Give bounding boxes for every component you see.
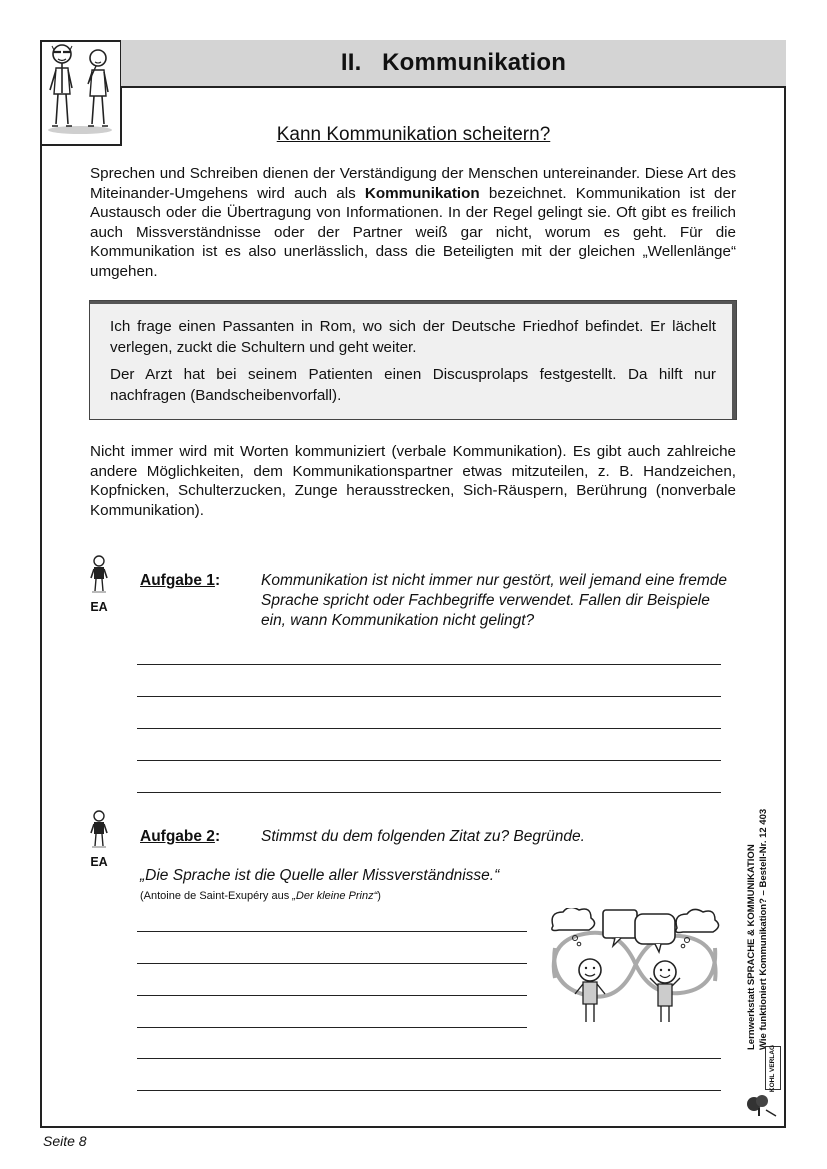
source-title: „Der kleine Prinz“	[292, 890, 378, 902]
answer-line[interactable]	[137, 696, 721, 697]
source-suffix: )	[377, 890, 381, 902]
task1-heading	[140, 572, 220, 590]
answer-line[interactable]	[137, 931, 527, 932]
sidebar-line1: Lernwerkstatt SPRACHE & KOMMUNIKATION	[746, 844, 757, 1050]
task1-colon: :	[214, 572, 221, 589]
nonverbal-paragraph: Nicht immer wird mit Worten kommuniziert (verbale Kommunikation). Es gibt auch zahlreiche andere Möglichkeiten, dem Kommunikationspartner etwas mitzuteilen, z. B. Handzeichen, Kopfnicken, Schulterzucken, Zunge herausstrecken, Sich-Räuspern, Berührung (nonverbale Kommunikation).	[90, 443, 736, 519]
intro-keyword: Kommunikation	[364, 184, 480, 202]
two-people-illustration	[40, 40, 120, 144]
intro-text-end: bezeichnet. Kommunikation ist der Austausch oder die Übertragung von Informationen. In der Regel gelingt sie. Oft gibt es freilich auch Missverständnisse oder der Partner weiß gar nicht, worum es geht. Für die Kommunikation ist es also unerlässlich, dass die Beteiligten mit der gleichen „Wellenlänge“ umgehen.	[90, 184, 737, 280]
answer-line[interactable]	[137, 664, 721, 665]
task2-badge-wrap	[88, 854, 110, 869]
example-second: Der Arzt hat bei seinem Patienten einen Discusprolaps festgestellt. Da hilft nur nachfragen (Bandscheibenvorfall).	[110, 366, 716, 404]
task2-icon	[88, 810, 110, 857]
task2-colon: :	[214, 828, 221, 845]
task1-icon	[88, 555, 110, 602]
section-subtitle: Kann Kommunikation scheitern?	[276, 124, 551, 145]
publisher-name: KOHL VERLAG	[769, 1044, 777, 1092]
tree-logo-icon	[744, 1092, 778, 1118]
intro-paragraph	[90, 164, 736, 282]
task1-text: Kommunikation ist nicht immer nur gestört, weil jemand eine fremde Sprache spricht oder Fachbegriffe verwendet. Fallen dir Beispiele ein, wann Kommunikation nicht gelingt?	[261, 572, 728, 629]
header-bar	[121, 40, 786, 88]
answer-line[interactable]	[137, 1058, 721, 1059]
conversation-illustration	[545, 908, 725, 1028]
student-icon	[88, 555, 110, 597]
answer-line[interactable]	[137, 728, 721, 729]
answer-line[interactable]	[137, 963, 527, 964]
example-first: Ich frage einen Passanten in Rom, wo sich der Deutsche Friedhof befindet. Er lächelt verlegen, zuckt die Schultern und geht weiter.	[110, 318, 716, 356]
task2-text: Stimmst du dem folgenden Zitat zu? Begründe.	[261, 828, 585, 845]
quote-source	[140, 890, 381, 902]
task2-badge: EA	[90, 855, 108, 869]
page-number: Seite 8	[43, 1133, 87, 1149]
header-illustration	[40, 40, 122, 146]
answer-line[interactable]	[137, 1027, 527, 1028]
publisher-logo	[765, 1046, 781, 1090]
page-title: II. Kommunikation	[340, 49, 567, 76]
answer-line[interactable]	[137, 1090, 721, 1091]
answer-line[interactable]	[137, 760, 721, 761]
sidebar-line2: Wie funktioniert Kommunikation? – Bestell-Nr. 12 403	[758, 808, 769, 1050]
task2-label: Aufgabe 2	[140, 828, 215, 845]
student-icon	[88, 810, 110, 852]
sidebar-credit	[746, 780, 786, 1050]
task2-heading	[140, 828, 220, 846]
task1-label: Aufgabe 1	[140, 572, 215, 589]
answer-line[interactable]	[137, 792, 721, 793]
source-prefix: (Antoine de Saint-Exupéry aus	[140, 890, 293, 902]
quote-text: „Die Sprache ist die Quelle aller Missverständnisse.“	[140, 867, 500, 884]
intro-text-start: Sprechen und Schreiben dienen der Verständigung der Menschen untereinander. Diese Art des Miteinander-Umgehens wird auch als	[90, 165, 736, 202]
task1-badge: EA	[90, 600, 108, 614]
example-box	[89, 300, 737, 420]
answer-line[interactable]	[137, 995, 527, 996]
task1-badge-wrap	[88, 599, 110, 614]
